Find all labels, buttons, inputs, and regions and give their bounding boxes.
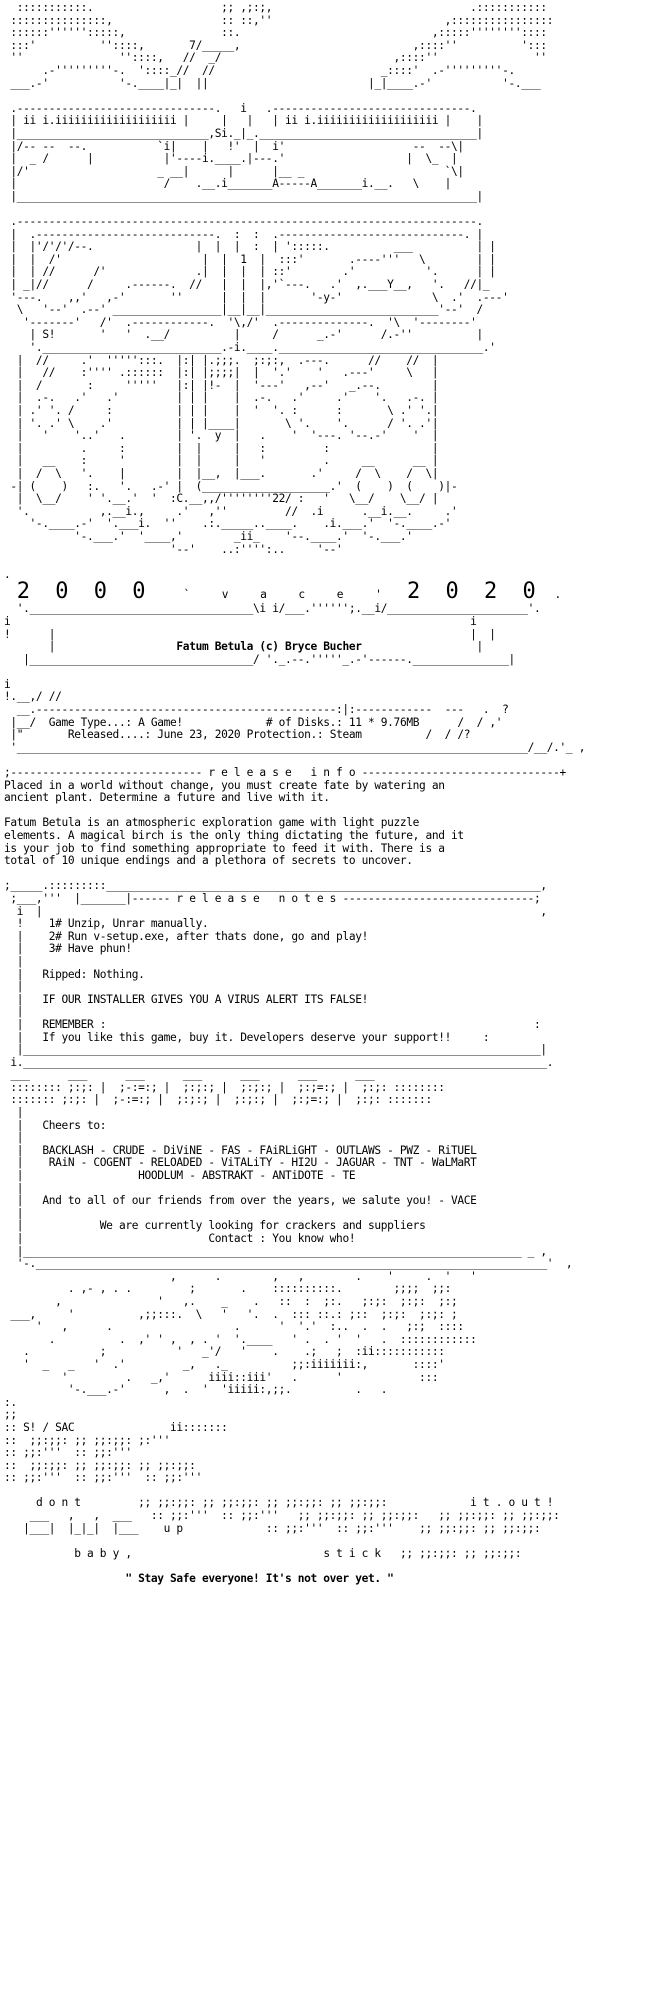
letter-c: c [298,588,305,602]
header-art-line [4,90,644,103]
protection-value: Steam [329,728,362,742]
mid-art-line: '-.___.' '____,' _ii_ '--.____.' '-.___.' [4,529,464,543]
step-2: 2# Run v-setup.exe, after thats done, go and play! [48,929,368,943]
mid-art-line: -| ( ) :. '. .-' | (____________________.' ( ) ( )|- [4,479,471,493]
letter-a: a [260,588,267,602]
footer-art-line: . ; ' _'/ ' . .; ; :ii::::::::::: [4,1345,451,1359]
it-out-text: i t . o u t ! [470,1496,554,1510]
baby-text: b a b y , [74,1546,132,1560]
top-art-line: | _|// / .------. // | | |,'`---. .' ,.___Y__, '. //|_ [4,278,547,292]
footer-art-line: , ' ,. _ . :: : ;:. ;:;: ;:;: ;:; [4,1294,458,1308]
footer-art [4,1271,644,1397]
game-type-label: Game Type...: [48,715,132,729]
released-value: June 23, 2020 [157,728,241,742]
top-art-line: | .----------------------------. : : .-----------------------------. | [4,227,547,241]
info-p2-l2: elements. A magical birch is the only thing dictating the future, and it [4,829,464,842]
footer-art-line: , . , , . ' . ' ' [4,1269,477,1283]
mid-art-line: | // .' ''''':::. |:| |.;;;. ;:;:, .---. // // | [4,353,471,367]
disks-label: # of Disks.: [265,715,343,729]
game-title: Fatum Betula (c) Bryce Bucher [176,640,362,654]
mid-art-line: | / : ''''' |:| |!- | '---' ,--' _.--. | [4,378,471,392]
greets-logo-line2: :::::::: ;:;: | ;-:=:; | ;:;:; | ;:;:; | ;:;=:; | ;:;: :::::::: [4,1080,445,1094]
top-art-line: | S! ' ' .__/ | / _.-' /.-'' | [4,328,547,342]
header-art-line: |________________________________________________________________________| [4,189,547,203]
top-art-line: | | // /' .| | | | ::' .' '. | | [4,265,554,279]
signoff-art-2: :: ;;:''' :: ;;:''' [4,1446,132,1460]
header-art [4,2,644,216]
header-art-line: |/' _ __| | |__ _ `\| [4,164,547,178]
footer-art-line: . . ,' ' , , . ' '.____ ' . . ' ' . :::::::::::: [4,1332,477,1346]
top-art-line: | |'/'/'/--. | | | : | ':::::. ___ | | [4,240,547,254]
footer-art-line: ' , . . ' '.' :.. . . ;:; :::: [4,1320,464,1334]
top-art-line: '-------' /' .------------. '\,/' .--------------. '\ '--------' [4,315,534,329]
groups-line1: BACKLASH - CRUDE - DiViNE - FAS - FAiRLiGHT - OUTLAWS - PWZ - RiTUEL [42,1143,477,1157]
mid-art-line: '-.____.-' '.___i. '' .:._____..____. .i.___.' '-.____.-' [4,517,471,531]
signoff-art-1: :: ;;:;;: ;; ;;:;;: ;:''' [4,1433,171,1447]
year-left: 2 0 0 0 [16,579,152,605]
footer-art-line: ' _ _ ' .' _, ._ ;;:iiiiiii:, ::::' [4,1357,445,1371]
mid-art-line: | .' '. / : | | | | ' '. : : \ .' '.| [4,404,471,417]
title-line-bottom: |___________________________________/ '._.--.'''''_.-'------._______________| [4,652,515,666]
mid-art-line: | ' '..' . | '. y | . ' '---. '--.-' ' | [4,429,471,443]
sig-label: :: S! / SAC [4,1420,75,1434]
letter-v: v [221,588,229,602]
signoff-art-4: :: ;;:''' :: ;;:''' :: ;;:''' [4,1471,202,1485]
year-dot-left: . [4,567,11,581]
info-p1-l2: ancient plant. Determine a future and live with it. [4,791,330,805]
remember-text: If you like this game, buy it. Developers deserve your support!! [42,1030,451,1044]
title-line-top: '.___________________________________\i i/___.'''''';.__i/______________________'. [4,602,541,616]
release-notes-section: ;_____.:::::::::____________________________________________________________________, ;___,''' |_______|------ r e l e a s e n o t e s ------------------------------; i | , ! 1# Unzip, Unrar manually. | 2# Run v-setup.exe, after thats done, go and play! | 3# Have phun! | | Ripped: Nothing. | | IF OUR INSTALLER GIVES YOU A VIRUS ALERT ITS FALSE! | | REMEMBER : : | If you like this game, buy it. Developers deserve your support!! : |_________________________________________________________________________________| [4,879,547,1057]
greets-section: i.__________________________________________________________________________________. ___ ___ ___ ___ ___ ___ ___ :::::::: ;:;: | ;-:=:; | ;:;:; | ;:;:; | ;:;=:; | ;:;: :::::::: ::::::: ;:;: | ;-:=:; | ;:;:; | ;:;:; | ;:;=:; | ;:;: ::::::: | | Cheers to: | | BACKLASH - CRUDE - DiViNE - FAS - FAiRLiGHT - OUTLAWS - PWZ - RiTUEL | RAiN - COGENT - RELOADED - ViTALiTY - HI2U - JAGUAR - TNT - WaLMaRT | HOODLUM - ABSTRAKT - ANTiDOTE - TE | | And to all of our friends from over the years, we salute you! - VACE | | We are currently looking for crackers and suppliers | Contact : You know who! |______________________________________________________________________________ _ , '-.________________________________________________________________________________' , [4,1057,644,1271]
header-art-line: .-------------------------------. i .-------------------------------. [4,101,547,115]
footer-art-line: '-.___.-' , . ' 'iiiii:,;;. . . [4,1383,388,1397]
mid-art [4,355,644,557]
header-art-line: '' ''::::, // _/ ,::::'' '' [4,51,554,65]
info-p2-l1: Fatum Betula is an atmospheric exploration game with light puzzle [4,816,420,830]
header-art-line: ::::::'''''':::::, ::. ,:::::'''''''':::: [4,26,554,40]
protection-label: Protection.: [246,728,324,742]
step-3: 3# Have phun! [48,942,132,956]
mid-art-line: | __ : ' | | | ' . __ __ | [4,454,471,468]
contact-text: Contact : You know who! [208,1232,356,1245]
release-info-heading: r e l e a s e i n f o [208,766,356,780]
step-1: 1# Unzip, Unrar manually. [48,917,209,931]
header-art-line: | / .__.i_______A-----A_______i.__. \ | [4,177,541,191]
salute-text: And to all of our friends from over the years, we salute you! - VACE [42,1194,477,1208]
footer-art-line: . ,- , . . ; . ::::::::::. ;;;; ;;: [4,1282,451,1296]
top-art-line: .------------------------------------------------------------------------. [4,215,547,229]
info-p2-l3: is your job to find something appropriate to feed it with. There is a [4,841,445,855]
header-art-line: |/-- -- --. `i| | !' | i' -- --\| [4,139,534,153]
groups-line2: RAiN - COGENT - RELOADED - ViTALiTY - HI2U - JAGUAR - TNT - WaLMaRT [48,1156,477,1170]
mid-art-line: | . : | | | : : | [4,441,471,455]
letter-e: e [336,588,344,602]
top-art-line: '.____________________________.-i.____.________________________________.' [4,341,541,355]
top-art-line: '---. ,,' ,-' '' | | | '-y-' \ .' .---' [4,290,541,304]
info-p2-l4: total of 10 unique endings and a plethora of secrets to uncover. [4,854,413,868]
signoff-section: :. ;; :: S! / SAC ii::::::: :: ;;:;;: ;; ;;:;;: ;:''' :: ;;:''' :: ;;:''' :: ;;:;;: ;; ;;:;;: ;; ;;:;;: :: ;;:''' :: ;;:''' :: ;;:''' d o n t ;; ;;:;;: ;; ;;:;;: ;; ;;:;;: ;; ;;:;;: i t . o u t ! ___ , , ___ :: ;;:''' :: ;;:''' ;; ;;:;;: ;; ;;:;;: ;; ;;:;;: ;; ;;:;;: |___| |_|_| |___ u p :: ;;:''' :: ;;:''' ;; ;;:;;: ;; ;;:;;: b a b y , s t i c k ;; ;;:;;: ;; ;;:;;: " Stay Safe everyone! It's not over yet. " [4,1397,644,1586]
header-art-line: | ii i.iiiiiiiiiiiiiiiiiii | | | | ii i.iiiiiiiiiiiiiiiiiii | | [4,114,554,128]
mid-art-line: '. ,.__i., .' ,'' // .i .__i.__. .' [4,504,471,518]
header-art-line: .-'''''''''-. '::::_// // _::::' .-'''''''''-. [4,63,554,77]
game-type-value: A Game! [138,715,183,729]
top-art-line: \ '--' .--' _________________|__|__|___________________________'--' / [4,303,534,317]
title-block: '.___________________________________\i i/___.'''''';.__i/______________________'. i i ! | | | | Fatum Betula (c) Bryce Bucher | |___________________________________/ '._.--.'''''_.-'------._______________| i !.__,/ // [4,603,644,704]
footer-art-line: ___, ' ,;;:::. \ ' '. . ::: ::.: ;:: ;:;: ;:;: ; [4,1307,458,1321]
header-art-line: ___.-' '-.____|_| || |_|____.-' '-.___ [4,76,547,90]
mid-art-line: | / \ '. | | |__, |___. .' / \ / \| [4,466,451,480]
year-banner [4,556,644,603]
footer-quote: " Stay Safe everyone! It's not over yet. " [125,1572,394,1586]
up-text: u p [163,1521,183,1535]
disks-value: 11 * 9.76MB [348,715,420,729]
nfo-document [4,2,644,2002]
groups-line3: HOODLUM - ABSTRAKT - ANTiDOTE - TE [138,1169,356,1183]
signoff-art-3: :: ;;:;;: ;; ;;:;;: ;; ;;:;;: [4,1458,196,1472]
info-p1-l1: Placed in a world without change, you must create fate by watering an [4,778,445,792]
mid-art-line: | // :'''' .:::::: |:| |;;;;| | '.' ' .---' \ | [4,366,471,380]
title-marker: i [4,677,11,691]
tick-left: ` [183,588,190,602]
mid-art-line: '--' ..:'''':.. '--' [4,542,471,556]
header-art-line: :::::::::::. ;; ,;:;, .::::::::::: [4,2,560,14]
mid-art-line: | .-. .' .' | | | | .-. .' .' '. .-. | [4,391,471,405]
sig-line1: ;; [4,1408,17,1422]
header-art-line: :::::::::::::::, :: ::,'' ,:::::::::::::::: [4,13,560,27]
looking-text: We are currently looking for crackers and suppliers [99,1219,426,1233]
mid-art-line: | \__/ ' '.__.' ' :C.__,,/''''''''22/ : ' \__/ \__/ | [4,492,458,506]
stick-text: s t i c k [323,1546,381,1560]
info-block: __.-----------------------------------------------:|:------------ --- . ? |__/ Game Type...: A Game! # of Disks.: 11 * 9.76MB / / ,' |" Released....: June 23, 2020 Protection.: Steam / / /? '________________________________________________________________________________/__/.'_ , [4,703,586,754]
greets-logo-line1: ___ ___ ___ ___ ___ ___ ___ [4,1068,381,1082]
released-label: Released....: [67,728,151,742]
cheers-label: Cheers to: [42,1118,107,1132]
year-right: 2 0 2 0 [407,579,542,605]
dont-text: d o n t [35,1496,81,1510]
ripped-text: Ripped: Nothing. [42,967,145,981]
release-info-section: ;------------------------------ r e l e a s e i n f o -------------------------------+ Placed in a world without change, you must create fate by watering an ancient plant. Determine a future and live with it. Fatum Betula is an atmospheric exploration game with light puzzle elements. A magical birch is the only thing dictating the future, and it is your job to find something appropriate to feed it with. There is a total of 10 unique endings and a plethora of secrets to uncover. [4,754,644,867]
tick-right: ' [375,588,382,602]
year-dot-right: . [554,588,561,602]
top-art-line: | | /' | | 1 | :::' .----''' \ | | [4,252,541,266]
header-art-line: | _ / | |'----i.____.|---.' | \_ | [4,152,547,166]
footer-art-line: ' . _,' iiii::iii' . ' ::: [4,1370,439,1384]
mid-art-line: | '. .' \ .' | | |____| \ '. '. / '. .'| [4,416,464,430]
remember-label: REMEMBER : [42,1017,107,1031]
release-notes-heading: r e l e a s e n o t e s [176,891,337,905]
greets-logo-line3: ::::::: ;:;: | ;-:=:; | ;:;:; | ;:;:; | ;:;=:; | ;:;: ::::::: [4,1093,432,1107]
header-art-line: :::' ''::::, 7/_____, ,::::'' '::: [4,38,554,52]
header-art-line: |______________________________,Si._|_.__________________________________| [4,126,547,140]
top-art [4,216,644,355]
installer-warning: IF OUR INSTALLER GIVES YOU A VIRUS ALERT ITS FALSE! [42,992,368,1006]
